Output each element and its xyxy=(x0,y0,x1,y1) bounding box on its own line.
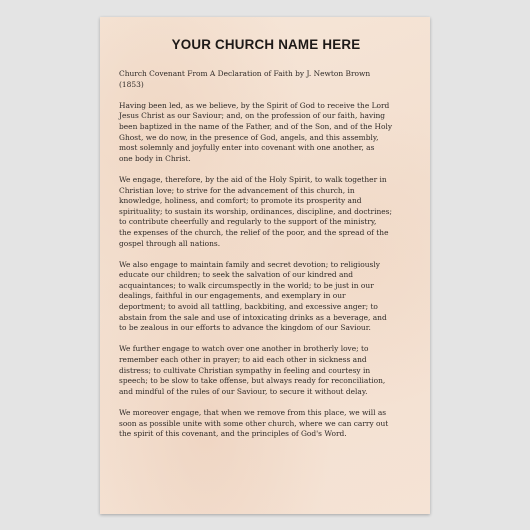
covenant-paragraph-3: We also engage to maintain family and secret devotion; to religiously educate our children; to seek the salvation of our kindred and acquaintances; to walk circumspectly in the world; to be just in our dealings, faithful in our engagements, and exemplary in our deportment; to avoid all tattling, backbiting, and excessive anger; to abstain from the sale and use of intoxicating drinks as a beverage, and to be zealous in our efforts to advance the kingdom of our Saviour. xyxy=(119,259,387,333)
covenant-paragraph-4: We further engage to watch over one another in brotherly love; to remember each other in prayer; to aid each other in sickness and distress; to cultivate Christian sympathy in feeling and courtesy in speech; to be slow to take offense, but always ready for reconciliation, and mindful of the rules of our Saviour, to secure it without delay. xyxy=(119,344,386,396)
covenant-paragraph-1: Having been led, as we believe, by the Spirit of God to receive the Lord Jesus Christ as our Saviour; and, on the profession of our faith, having been baptized in the name of the Father, and of the Son, and of the Holy Ghost, we do now, in the presence of God, angels, and this assembly, most solemnly and joyfully enter into covenant with one another, as one body in Christ. xyxy=(119,100,393,163)
covenant-poster xyxy=(100,17,430,514)
covenant-source-line: Church Covenant From A Declaration of Faith by J. Newton Brown (1853) xyxy=(119,69,371,89)
covenant-paragraph-2: We engage, therefore, by the aid of the Holy Spirit, to walk together in Christian love; to strive for the advancement of this church, in knowledge, holiness, and comfort; to promote its prosperity and spirituality; to sustain its worship, ordinances, discipline, and doctrines; to contribute cheerfully and regularly to the support of the ministry, the expenses of the church, the relief of the poor, and the spread of the gospel through all nations. xyxy=(119,174,392,248)
church-name-heading: YOUR CHURCH NAME HERE xyxy=(171,37,361,52)
covenant-paragraph-5: We moreover engage, that when we remove from this place, we will as soon as possible unite with some other church, where we can carry out the spirit of this covenant, and the principles of God's Word. xyxy=(119,408,389,439)
